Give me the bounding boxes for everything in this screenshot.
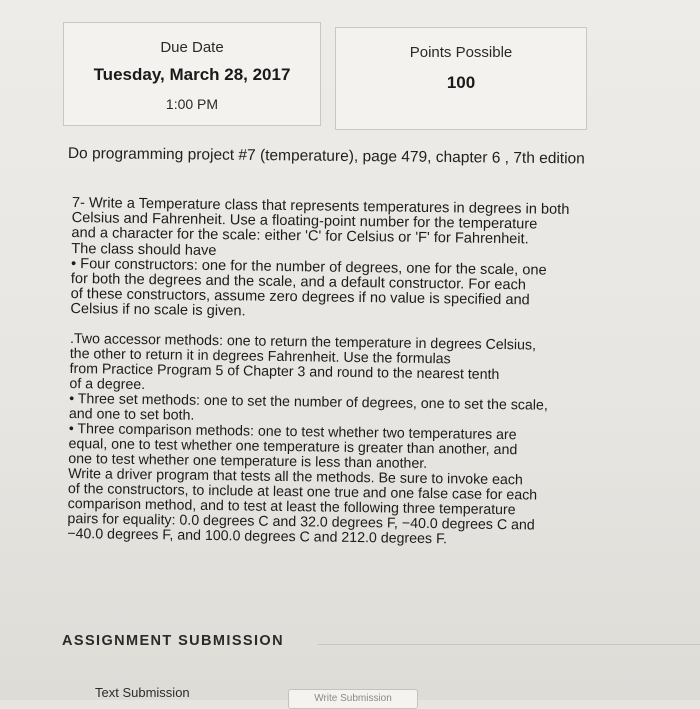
assignment-description [67, 196, 617, 549]
due-date-value: Tuesday, March 28, 2017 [93, 65, 291, 84]
points-possible-card [335, 27, 587, 130]
points-possible-value: 100 [446, 73, 476, 92]
write-submission-button[interactable]: Write Submission [288, 689, 418, 709]
points-possible-label: Points Possible [409, 44, 513, 61]
description-paragraph-1: 7- Write a Temperature class that represents temperatures in degrees in both Celsius and Fahrenheit. Use a floating-point number for the temperature and a character for the scale: either 'C' for Celsius or 'F' for Fahrenheit. The class should have • Four constructors: one for the number of degrees, one for the scale, one for both the degrees and the scale, and a default constructor. For each of these constructors, assume zero degrees if no value is specified and Celsius if no scale is given. [70, 195, 570, 320]
assignment-intro: Do programming project #7 (temperature), page 479, chapter 6 , 7th edition [67, 145, 585, 168]
due-date-label: Due Date [160, 39, 224, 56]
text-submission-label: Text Submission [95, 685, 190, 700]
description-paragraph-2: .Two accessor methods: one to return the temperature in degrees Celsius, the other to return it in degrees Fahrenheit. Use the formulas from Practice Program 5 of Chapter 3 and round to the nearest tenth of a degree. • Three set methods: one to set the number of degrees, one to set the scale, and one to set both. • Three comparison methods: one to test whether two temperatures are equal, one to test whether one temperature is greater than another, and one to test whether one temperature is less than another. Write a driver program that tests all the methods. Be sure to invoke each of the constructors, to include at least one true and one false case for each comparison method, and to test at least the following three temperature pairs for equality: 0.0 degrees C and 32.0 degrees F, −40.0 degrees C and −40.0 degrees F, and 100.0 degrees C and 212.0 degrees F. [67, 330, 548, 547]
due-date-card [63, 22, 321, 126]
submission-section-header: ASSIGNMENT SUBMISSION [62, 633, 284, 649]
due-time-value: 1:00 PM [165, 96, 219, 112]
section-divider [318, 644, 700, 645]
